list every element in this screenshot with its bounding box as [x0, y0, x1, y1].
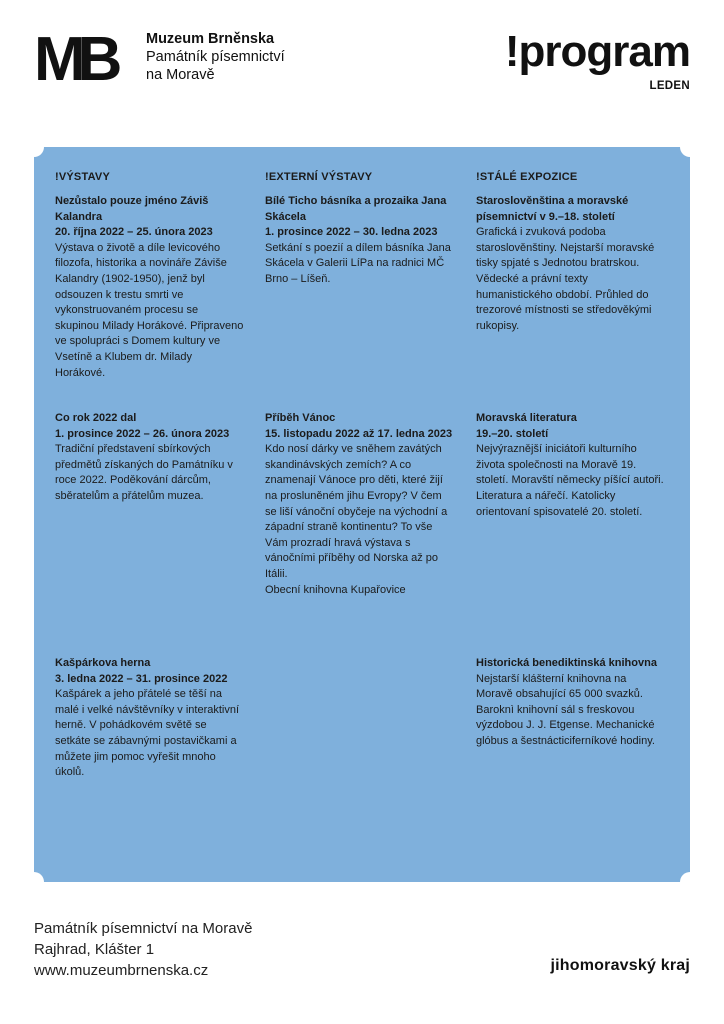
jihomoravsky-kraj-logo: jihomoravský kraj — [550, 957, 690, 974]
item-text: Kdo nosí dárky ve sněhem zavátých skandinávských zemích? A co znamenají Vánoce pro děti, které žijí na prosluněném jihu Evropy? V čem se liší vánoční obyčeje na východní a západní straně kontinentu? To vše Vám prozradí hravá výstava s vánočními příběhy od Norska až po Itálii. — [265, 443, 448, 580]
item-title: Bílé Ticho básníka a prozaika Jana Skácela — [265, 195, 447, 223]
museum-name-line3: na Moravě — [146, 67, 215, 83]
mb-logo-icon — [34, 30, 138, 84]
exhibition-item — [55, 411, 245, 505]
item-title: Nezůstalo pouze jméno Záviš Kalandra — [55, 195, 209, 223]
item-text: Výstava o životě a díle levicového filozofa, historika a novináře Záviše Kalandry (1902-1950), jenž byl odsouzen k trestu smrti ve vykonstruovaném procesu se skupinou Milady Horákové. Připraveno ve spolupráci s Domem kultury ve Vsetíně a Klubem dr. Milady Horákové. — [55, 241, 244, 379]
exposition-item — [476, 656, 666, 750]
item-place: Obecní knihovna Kupařovice — [265, 583, 406, 596]
item-title: Příběh Vánoc — [265, 412, 336, 424]
item-date: 19.–20. století — [476, 427, 549, 440]
program-heading — [504, 27, 690, 92]
exposition-item — [476, 411, 666, 520]
website-link[interactable]: www.muzeumbrnenska.cz — [34, 962, 209, 979]
address-line2: Rajhrad, Klášter 1 — [34, 941, 155, 958]
panel-corner-notch — [24, 137, 44, 157]
item-text: Nejvýraznější iniciátoři kulturního života společnosti na Moravě 19. století. Moravští německy píšící autoři. Literatura a nářečí. Katolicky orientovaní spisovatelé 20. století. — [476, 443, 664, 518]
address-line1: Památník písemnictví na Moravě — [34, 920, 253, 937]
logo-letters: MB — [34, 30, 115, 84]
panel-corner-notch — [24, 872, 44, 892]
item-date: 15. listopadu 2022 až 17. ledna 2023 — [265, 427, 453, 440]
item-title: Co rok 2022 dal — [55, 412, 137, 424]
item-title: Moravská literatura — [476, 412, 577, 424]
museum-name-line1: Muzeum Brněnska — [146, 31, 275, 47]
exhibition-item — [265, 194, 455, 288]
panel-corner-notch — [680, 137, 700, 157]
item-date: 20. října 2022 – 25. února 2023 — [55, 226, 213, 239]
column-heading: !STÁLÉ EXPOZICE — [476, 171, 578, 183]
exhibition-item — [55, 656, 245, 781]
item-title: Historická benediktinská knihovna — [476, 657, 657, 669]
column-heading: !VÝSTAVY — [55, 171, 110, 183]
item-title: Staroslověnština a moravské písemnictví v 9.–18. století — [476, 195, 629, 223]
item-text: Kašpárek a jeho přátelé se těší na malé i velké návštěvníky v interaktivní herně. V pohádkovém světě se setkáte se zábavnými postavičkami a můžete jim pomoc vyřešit mnoho úkolů. — [55, 688, 240, 779]
museum-name-line2: Památník písemnictví — [146, 49, 285, 65]
item-date: 1. prosince 2022 – 26. února 2023 — [55, 427, 230, 440]
item-date: 3. ledna 2022 – 31. prosince 2022 — [55, 672, 228, 685]
program-title: !program — [504, 27, 690, 76]
item-title: Kašpárkova herna — [55, 657, 151, 669]
item-date: 1. prosince 2022 – 30. ledna 2023 — [265, 226, 438, 239]
program-month: LEDEN — [649, 80, 690, 92]
exhibition-item — [55, 194, 245, 381]
item-text: Nejstarší klášterní knihovna na Moravě obsahující 65 000 svazků. Baroknì knihovní sál s freskovou výzdobou J. J. Etgense. Mechanické glóbus a šestnácticiferníkové hodiny. — [476, 672, 655, 747]
exposition-item — [476, 194, 666, 334]
museum-logo — [34, 30, 285, 86]
item-text: Grafická i zvuková podoba staroslověnštiny. Nejstarší moravské tisky spjaté s Jednotou bratrskou. Vědecké a právní texty humanistického období. Průhled do trezorové místnosti se středověkými rukopisy. — [476, 226, 655, 332]
exhibition-item — [265, 411, 455, 598]
footer-address — [34, 918, 252, 981]
column-heading: !EXTERNÍ VÝSTAVY — [265, 171, 373, 183]
item-text: Tradiční představení sbírkových předmětů získaných do Památníku v roce 2022. Poděkování dárcům, sběratelům a přátelům muzea. — [55, 443, 233, 502]
item-text: Setkání s poezií a dílem básníka Jana Skácela v Galerii LíPa na radnici MČ Brno – Líšeň. — [265, 241, 451, 285]
panel-corner-notch — [680, 872, 700, 892]
museum-name — [146, 30, 285, 84]
